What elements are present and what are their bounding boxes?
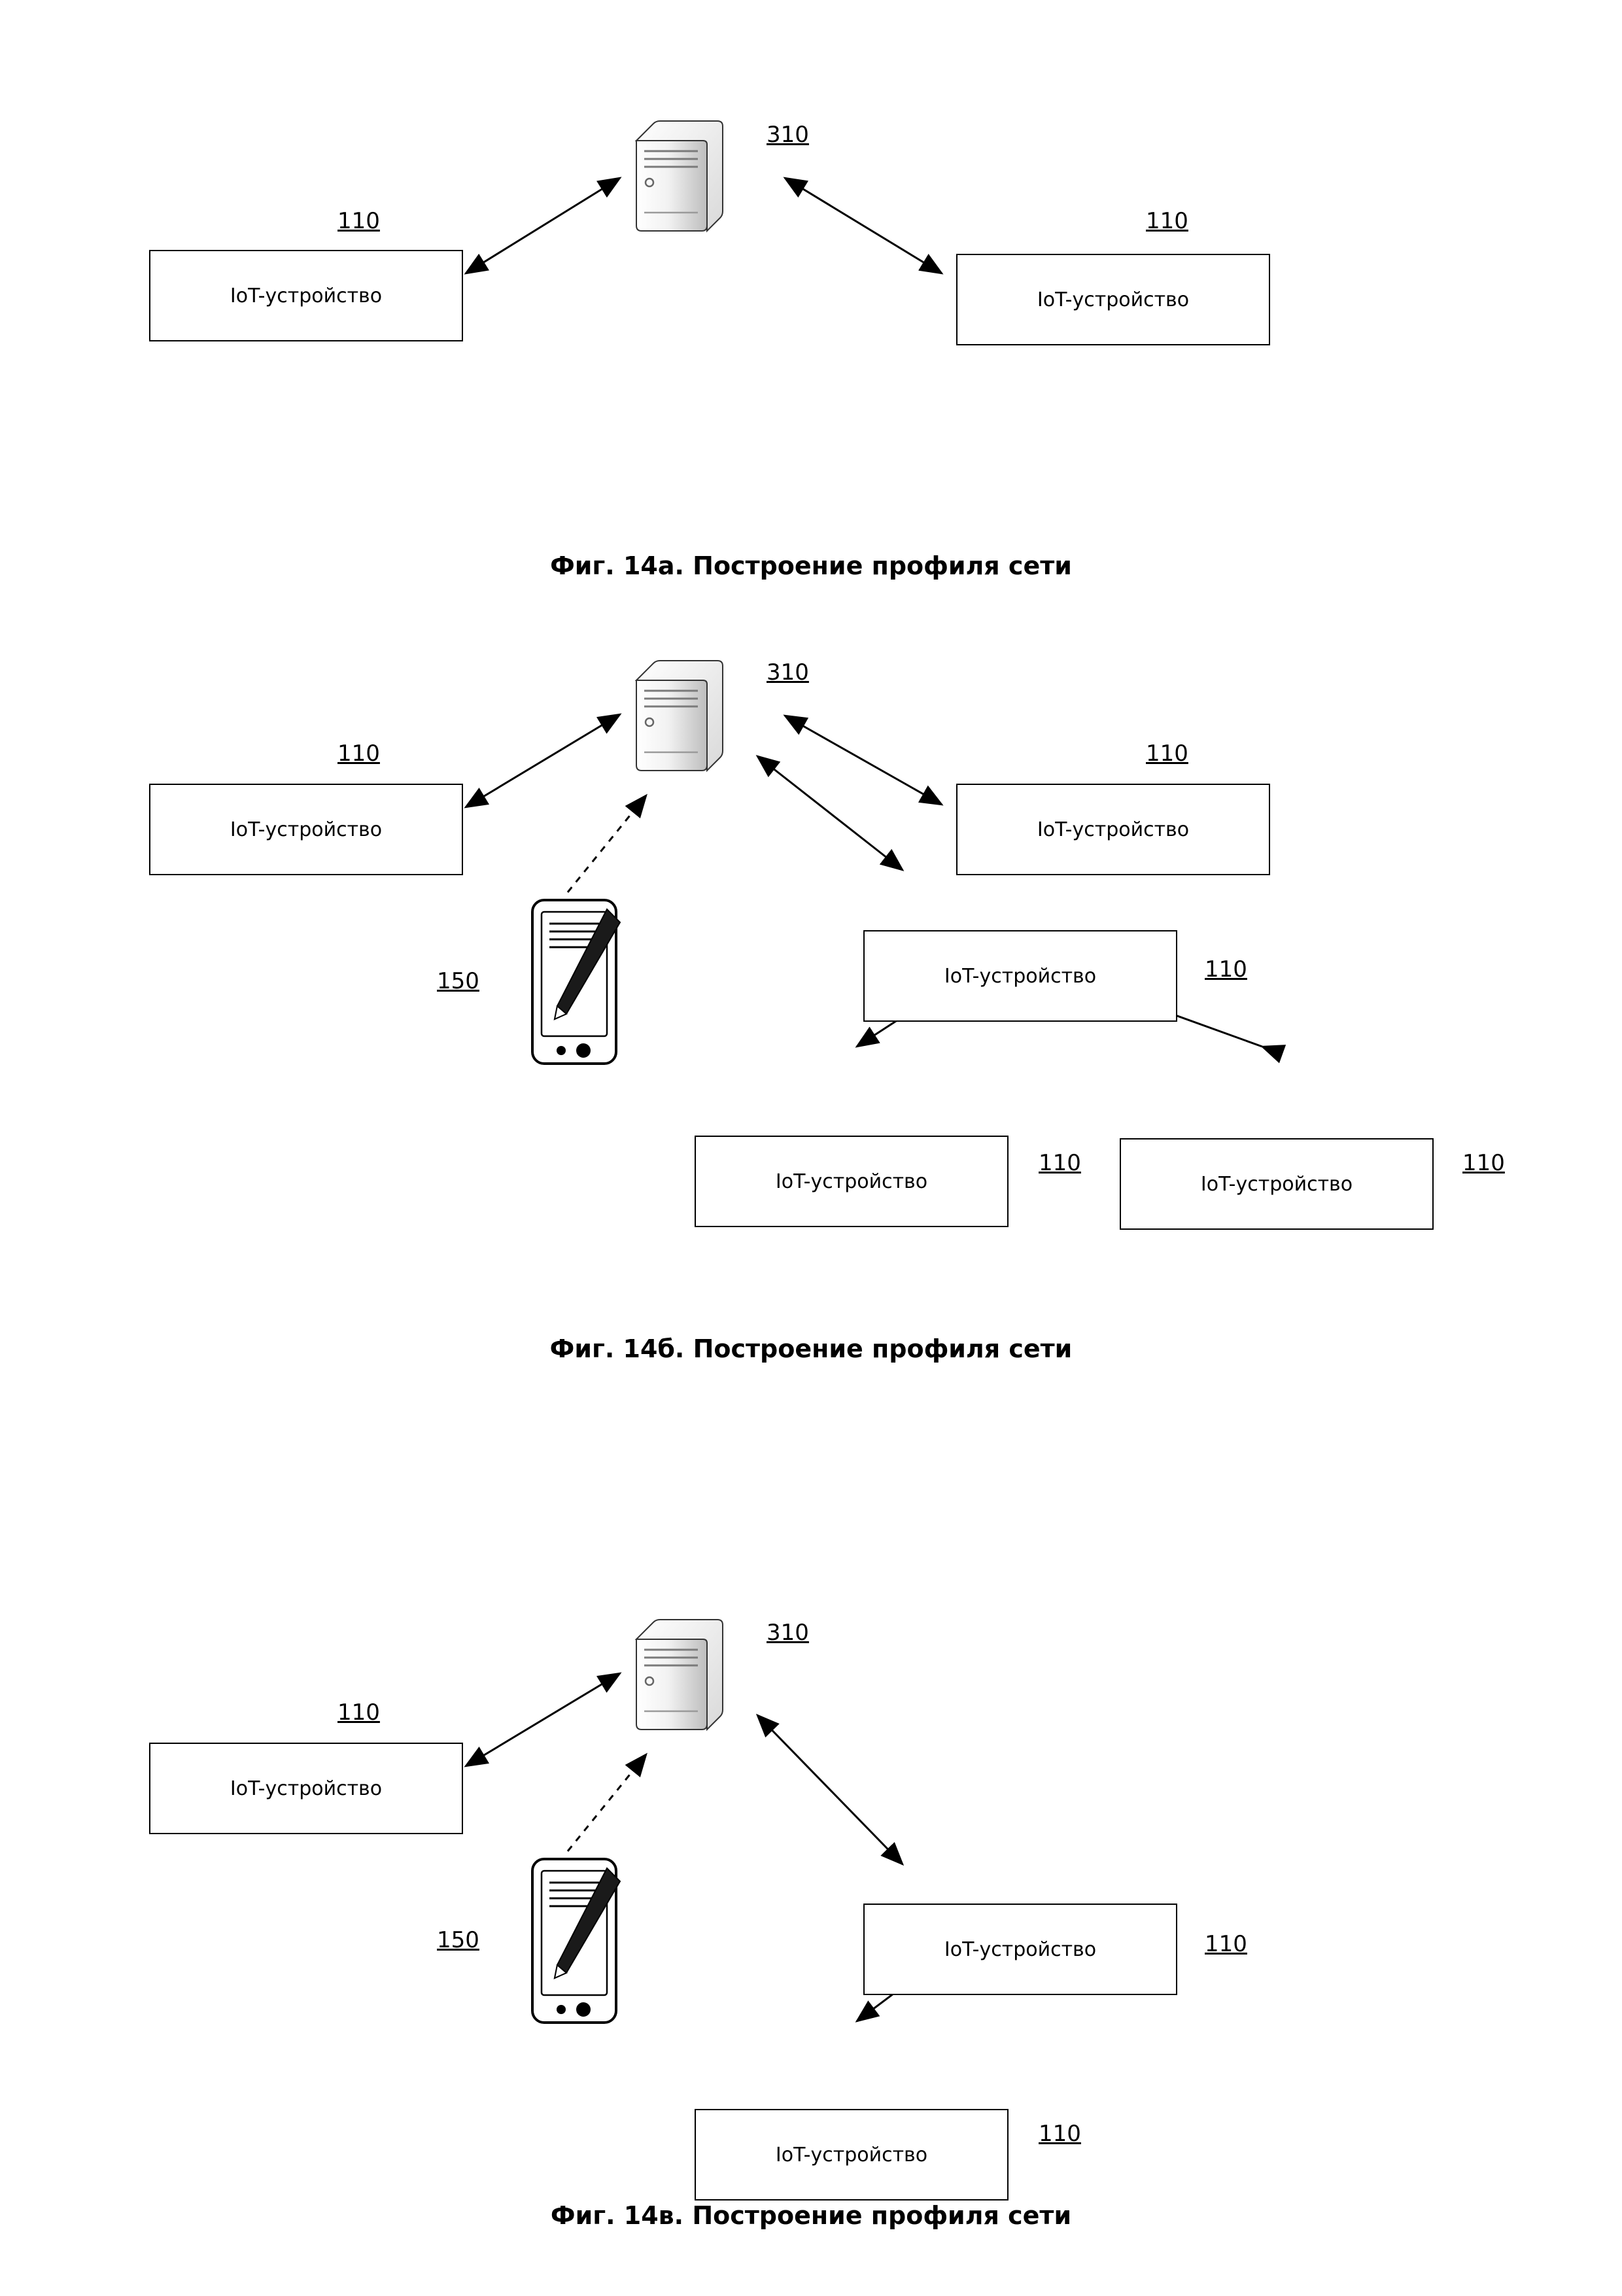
iot-device-label: IoT-устройство [230,1777,383,1800]
iot-device-label: IoT-устройство [1200,1172,1353,1196]
figure-14a-canvas [0,0,1622,497]
iot-device-label: IoT-устройство [944,964,1097,988]
ref-label-110-right: 110 [1146,740,1188,767]
iot-device-box-bottom[interactable] [695,2109,1009,2200]
ref-label-110-left: 110 [337,1699,380,1726]
iot-device-label: IoT-устройство [775,2143,928,2166]
ref-label-310: 310 [767,122,809,148]
iot-device-box-right[interactable] [956,254,1270,345]
iot-device-label: IoT-устройство [230,284,383,307]
iot-device-box-center[interactable] [863,930,1177,1022]
ref-label-110-left: 110 [337,740,380,767]
iot-device-box-bottom-left[interactable] [695,1136,1009,1227]
figure-14a [0,0,1622,589]
ref-label-110-left: 110 [337,208,380,234]
figure-14b-caption: Фиг. 14б. Построение профиля сети [549,1334,1073,1363]
ref-label-110-bottom-left: 110 [1039,1150,1081,1176]
figure-14a-caption: Фиг. 14а. Построение профиля сети [550,551,1072,580]
ref-label-110-center: 110 [1205,1931,1247,1957]
ref-label-150: 150 [437,1927,479,1953]
iot-device-label: IoT-устройство [944,1938,1097,1961]
iot-device-box-left[interactable] [149,1743,463,1834]
iot-device-label: IoT-устройство [230,818,383,841]
ref-label-110-bottom-right: 110 [1462,1150,1505,1176]
figure-14b-canvas [0,641,1622,1295]
figure-14a-connectors [0,0,1622,497]
ref-label-110-bottom: 110 [1039,2121,1081,2147]
ref-label-150: 150 [437,968,479,994]
iot-device-label: IoT-устройство [775,1170,928,1193]
iot-device-label: IoT-устройство [1037,288,1190,311]
iot-device-box-left[interactable] [149,784,463,875]
iot-device-box-center[interactable] [863,1904,1177,1995]
figure-14v-caption: Фиг. 14в. Построение профиля сети [550,2201,1072,2230]
ref-label-310: 310 [767,659,809,686]
iot-device-box-left[interactable] [149,250,463,341]
iot-device-box-right[interactable] [956,784,1270,875]
iot-device-label: IoT-устройство [1037,818,1190,841]
figure-14v [0,1459,1622,2296]
figure-14b [0,641,1622,1426]
figure-14v-canvas [0,1459,1622,2166]
iot-device-box-bottom-right[interactable] [1120,1138,1434,1230]
ref-label-110-center: 110 [1205,956,1247,983]
ref-label-310: 310 [767,1620,809,1646]
ref-label-110-right: 110 [1146,208,1188,234]
